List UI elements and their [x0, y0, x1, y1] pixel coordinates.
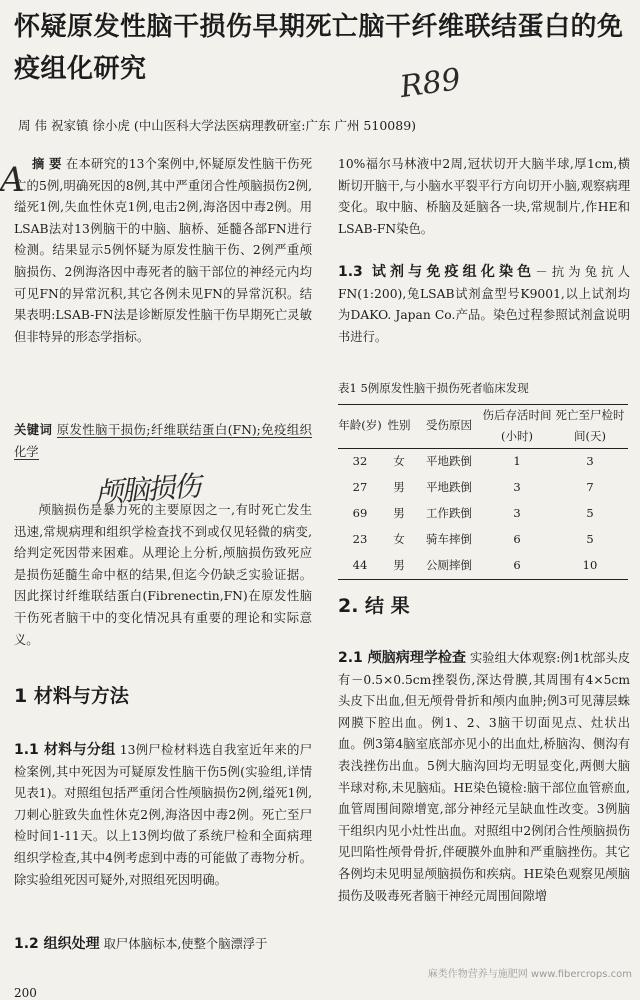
table-cell: 男 [393, 557, 405, 572]
table-header-cell: 受伤原因 [426, 418, 472, 433]
paper-title: 怀疑原发性脑干损伤早期死亡脑干纤维联结蛋白的免疫组化研究 [14, 12, 624, 84]
table-header-cell: 性别 [387, 418, 411, 433]
table-cell: 69 [352, 505, 368, 520]
section-1-1 [14, 740, 312, 891]
table-cell: 3 [513, 505, 521, 520]
intro-paragraph: 颅脑损伤是暴力死的主要原因之一,有时死亡发生迅速,常规病理和组织学检查找不到或仅见轻微的病变,给判定死因带来困难。从理论上分析,颅脑损伤致死应是损伤延髓生命中枢的结果,但迄今仍缺乏实验证据。因此探讨纤维联结蛋白(Fibrenectin,FN)在原发性脑干伤死者脑干中的变化情况具有重要的理论和实际意义。 [14, 503, 312, 647]
section-1-2-text-start: 取尸体脑标本,使整个脑漂浮于 [103, 937, 268, 951]
table-cell: 3 [586, 453, 594, 468]
section-1-1-text: 13例尸检材料选自我室近年来的尸检案例,其中死因为可疑原发性脑干伤5例(实验组,详情见表1)。对照组包括严重闭合性颅脑损伤2例,缢死1例,刀刺心脏致失血性休克2例,海洛因中毒2例。死亡至尸检时间1-11天。以上13例均做了系统尸检和全面病理组织学检查,其中4例考虑到中毒的可能做了毒物分析。除实验组死因可疑外,对照组死因明确。 [14, 743, 312, 887]
table-row [338, 448, 628, 475]
table-header-cell: 死亡至尸检时间(天) [555, 407, 625, 444]
table-header-cell: 年龄(岁) [338, 418, 382, 433]
keywords-block [14, 420, 312, 463]
section-2-heading-block [338, 596, 630, 618]
table-cell: 27 [352, 479, 368, 494]
table-cell: 女 [393, 531, 405, 546]
watermark: 麻类作物营养与施肥网 www.fibercrops.com [427, 969, 632, 980]
table-cell: 男 [393, 505, 405, 520]
table-cell: 44 [352, 557, 368, 572]
table-cell: 工作跌倒 [426, 505, 472, 520]
table-cell: 3 [513, 479, 521, 494]
section-2-1 [338, 648, 630, 907]
table-caption: 表1 5例原发性脑干损伤死者临床发现 [338, 381, 529, 395]
table-cell: 骑车摔倒 [426, 531, 472, 546]
handwritten-call-number: R89 [397, 61, 463, 106]
page-number: 200 [14, 986, 37, 1000]
table-cell: 23 [352, 531, 368, 546]
section-1-2-text-end: 10%福尔马林液中2周,冠状切开大脑半球,厚1cm,横断切开脑干,与小脑水平裂平行方向切开小脑,观察病理变化。取中脑、桥脑及延脑各一块,常规制片,作HE和LSAB-FN染色。 [338, 157, 630, 236]
table-cell: 6 [513, 531, 521, 546]
section-1-3 [338, 262, 630, 348]
section-1-2 [14, 934, 312, 956]
section-1-3-text: －抗为兔抗人FN(1:200),兔LSAB试剂盒型号K9001,以上试剂均为DAKO. Japan Co.产品。染色过程参照试剂盒说明书进行。 [338, 265, 630, 344]
section-1-2-heading: 1.2 组织处理 [14, 936, 100, 952]
table-cell: 5 [586, 531, 594, 546]
table-cell: 女 [393, 453, 405, 468]
table-header-cell: 伤后存活时间(小时) [482, 407, 552, 444]
table-row [338, 501, 628, 527]
table-row [338, 553, 628, 580]
table-cell: 平地跌倒 [426, 479, 472, 494]
handwritten-mark-a: A [0, 160, 25, 200]
table-cell: 7 [586, 479, 594, 494]
introduction [14, 500, 312, 651]
clinical-table [338, 404, 628, 580]
table-cell: 男 [393, 479, 405, 494]
author-line: 周 伟 祝家镇 徐小虎 (中山医科大学法医病理教研室:广东 广州 510089) [18, 118, 417, 133]
keywords-label: 关键词 [14, 423, 53, 437]
table-cell: 1 [513, 453, 521, 468]
handwritten-annotation: 颅脑损伤 [94, 469, 201, 510]
table-cell: 平地跌倒 [426, 453, 472, 468]
table-cell: 公厕摔倒 [426, 557, 472, 572]
table-cell: 5 [586, 505, 594, 520]
table-cell: 6 [513, 557, 521, 572]
section-2-heading: 2. 结 果 [338, 595, 410, 617]
table-cell: 10 [582, 557, 598, 572]
section-1-heading: 1 材料与方法 [14, 685, 129, 707]
abstract-label: 摘 要 [32, 157, 62, 171]
section-2-1-text: 实验组大体观察:例1枕部头皮有－0.5×0.5cm挫裂伤,深达骨膜,其周围有4×5cm头皮下出血,但无颅骨骨折和颅内血肿;例3可见薄层蛛网膜下腔出血。例1、2、3脑干切面见点、灶状出血。例3第4脑室底部亦见小的出血灶,桥脑沟、侧沟有表浅挫伤出血。5例大脑沟回均无明显变化,两侧大脑半球对称,未见脑疝。HE染色镜检:脑干部位血管瘀血,血管周围间隙增宽,部分神经元呈缺血性改变。3例脑干组织内见小灶性出血。对照组中2例闭合性颅脑损伤见凹陷性颅骨骨折,伴硬膜外血肿和严重脑挫伤。其它各例均未见明显颅脑损伤和疾病。HE染色观察见颅脑损伤及吸毒死者脑干神经元周围间隙增 [338, 651, 630, 903]
keywords-text: 原发性脑干损伤;纤维联结蛋白(FN);免疫组织化学 [14, 423, 312, 459]
section-1-2-continued [338, 154, 630, 240]
section-2-1-heading: 2.1 颅脑病理学检查 [338, 650, 466, 666]
table-1-block [338, 378, 630, 580]
table-row [338, 475, 628, 501]
table-cell: 32 [352, 453, 368, 468]
section-1-3-heading: 1.3 试剂与免疫组化染色 [338, 264, 536, 280]
section-1-1-heading: 1.1 材料与分组 [14, 742, 116, 758]
abstract-block [14, 154, 312, 348]
section-1-heading-block [14, 686, 312, 708]
table-row [338, 527, 628, 553]
abstract-text: 在本研究的13个案例中,怀疑原发性脑干伤死亡的5例,明确死因的8例,其中严重闭合性颅脑损伤2例,缢死1例,失血性休克1例,电击2例,海洛因中毒2例。用LSAB法对13例脑干的中脑、脑桥、延髓各部FN进行检测。结果显示5例怀疑为原发性脑干伤、2例严重颅脑损伤、2例海洛因中毒死者的脑干部位的神经元内均可见FN的异常沉积,其它各例未见FN的异常沉积。结果表明:LSAB-FN法是诊断原发性脑干伤早期死亡灵敏但非特异的形态学指标。 [14, 157, 312, 344]
